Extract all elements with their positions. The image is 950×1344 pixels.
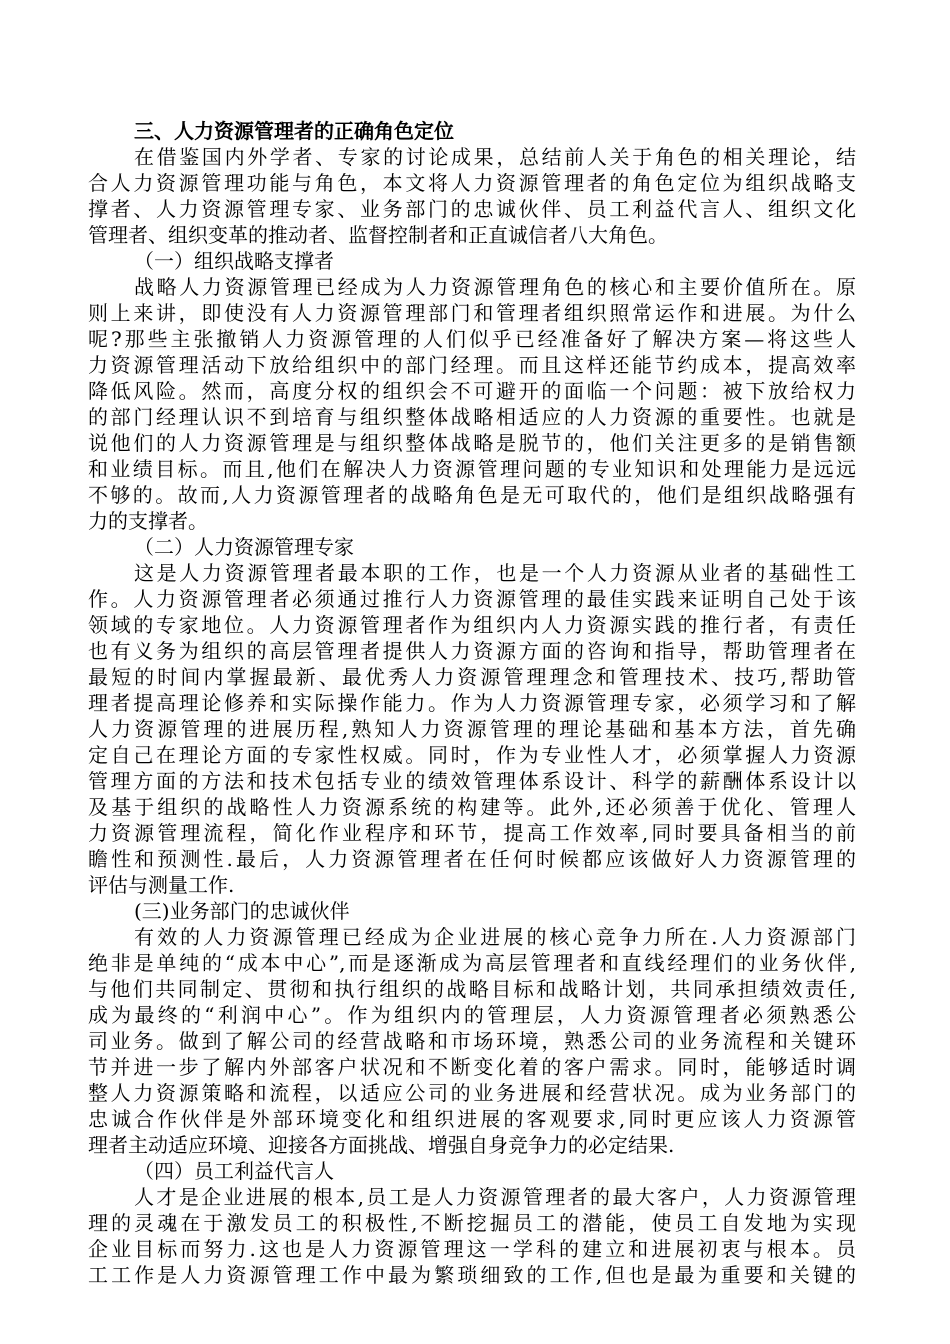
paragraph-line: 力资源管理活动下放给组织中的部门经理。而且这样还能节约成本，提高效率	[88, 353, 856, 377]
paragraph-line: 力资源管理流程，简化作业程序和环节，提高工作效率,同时要具备相当的前	[88, 821, 856, 845]
paragraph-line: 与他们共同制定、贯彻和执行组织的战略目标和战略计划，共同承担绩效责任,	[88, 977, 856, 1001]
paragraph-line: 瞻性和预测性.最后，人力资源管理者在任何时候都应该做好人力资源管理的	[88, 847, 856, 871]
paragraph-line: 定自己在理论方面的专家性权威。同时，作为专业性人才，必须掌握人力资源	[88, 743, 856, 767]
paragraph-line: 理者主动适应环境、迎接各方面挑战、增强自身竞争力的必定结果.	[88, 1133, 675, 1157]
paragraph-line: 则上来讲，即使没有人力资源管理部门和管理者组织照常运作和进展。为什么	[88, 301, 856, 325]
paragraph-line: 评估与测量工作.	[88, 873, 235, 897]
paragraph-line: 战略人力资源管理已经成为人力资源管理角色的核心和主要价值所在。原	[134, 275, 856, 299]
document-page	[88, 118, 856, 1288]
paragraph	[88, 274, 856, 534]
paragraph-line: 作。人力资源管理者必须通过推行人力资源管理的最佳实践来证明自己处于该	[88, 587, 856, 611]
paragraph-line: 的部门经理认识不到培育与组织整体战略相适应的人力资源的重要性。也就是	[88, 405, 856, 429]
paragraph	[88, 924, 856, 1158]
paragraph	[88, 560, 856, 898]
subsection-title: (三)业务部门的忠诚伙伴	[134, 899, 350, 923]
paragraph-line: 呢?那些主张撤销人力资源管理的人们似乎已经准备好了解决方案—将这些人	[88, 327, 856, 351]
paragraph-line: 管理者、组织变革的推动者、监督控制者和正直诚信者八大角色。	[88, 223, 668, 247]
paragraph-line: 成为最终的“利润中心”。作为组织内的管理层，人力资源管理者必须熟悉公	[88, 1003, 856, 1027]
paragraph-line: 说他们的人力资源管理是与组织整体战略是脱节的，他们关注更多的是销售额	[88, 431, 856, 455]
subsection-title: （一）组织战略支撑者	[134, 249, 334, 273]
paragraph-line: 撑者、人力资源管理专家、业务部门的忠诚伙伴、员工利益代言人、组织文化	[88, 197, 856, 221]
paragraph-line: 企业目标而努力.这也是人力资源管理这一学科的建立和进展初衷与根本。员	[88, 1237, 856, 1261]
section-heading: 三、人力资源管理者的正确角色定位	[134, 119, 454, 143]
paragraph-line: 忠诚合作伙伴是外部环境变化和组织进展的客观要求,同时更应该人力资源管	[88, 1107, 856, 1131]
paragraph-line: 节并进一步了解内外部客户状况和不断变化着的客户需求。同时，能够适时调	[88, 1055, 856, 1079]
paragraph-line: 司业务。做到了解公司的经营战略和市场环境，熟悉公司的业务流程和关键环	[88, 1029, 856, 1053]
paragraph-line: 最短的时间内掌握最新、最优秀人力资源管理理念和管理技术、技巧,帮助管	[88, 665, 856, 689]
paragraph-line: 工工作是人力资源管理工作中最为繁琐细致的工作,但也是最为重要和关键的	[88, 1263, 856, 1287]
paragraph-line: 人力资源管理的进展历程,熟知人力资源管理的理论基础和基本方法，首先确	[88, 717, 856, 741]
paragraph-line: 力的支撑者。	[88, 509, 208, 533]
paragraph-line: 在借鉴国内外学者、专家的讨论成果，总结前人关于角色的相关理论，结	[134, 145, 856, 169]
intro-paragraph	[88, 144, 856, 248]
paragraph-line: 有效的人力资源管理已经成为企业进展的核心竞争力所在.人力资源部门	[134, 925, 856, 949]
paragraph-line: 整人力资源策略和流程，以适应公司的业务进展和经营状况。成为业务部门的	[88, 1081, 856, 1105]
paragraph-line: 理者提高理论修养和实际操作能力。作为人力资源管理专家，必须学习和了解	[88, 691, 856, 715]
paragraph-line: 和业绩目标。而且,他们在解决人力资源管理问题的专业知识和处理能力是远远	[88, 457, 856, 481]
paragraph-line: 绝非是单纯的“成本中心”,而是逐渐成为高层管理者和直线经理们的业务伙伴,	[88, 951, 856, 975]
paragraph-line: 合人力资源管理功能与角色，本文将人力资源管理者的角色定位为组织战略支	[88, 171, 856, 195]
paragraph-line: 理的灵魂在于激发员工的积极性,不断挖掘员工的潜能，使员工自发地为实现	[88, 1211, 856, 1235]
paragraph-line: 及基于组织的战略性人力资源系统的构建等。此外,还必须善于优化、管理人	[88, 795, 856, 819]
subsection-title: （二）人力资源管理专家	[134, 535, 354, 559]
subsection-title: （四）员工利益代言人	[134, 1159, 334, 1183]
paragraph-line: 管理方面的方法和技术包括专业的绩效管理体系设计、科学的薪酬体系设计以	[88, 769, 856, 793]
paragraph-line: 降低风险。然而，高度分权的组织会不可避开的面临一个问题：被下放给权力	[88, 379, 856, 403]
paragraph	[88, 1184, 856, 1288]
paragraph-line: 人才是企业进展的根本,员工是人力资源管理者的最大客户，人力资源管理	[134, 1185, 856, 1209]
paragraph-line: 也有义务为组织的高层管理者提供人力资源方面的咨询和指导，帮助管理者在	[88, 639, 856, 663]
paragraph-line: 这是人力资源管理者最本职的工作，也是一个人力资源从业者的基础性工	[134, 561, 856, 585]
paragraph-line: 领域的专家地位。人力资源管理者作为组织内人力资源实践的推行者，有责任	[88, 613, 856, 637]
paragraph-line: 不够的。故而,人力资源管理者的战略角色是无可取代的，他们是组织战略强有	[88, 483, 856, 507]
